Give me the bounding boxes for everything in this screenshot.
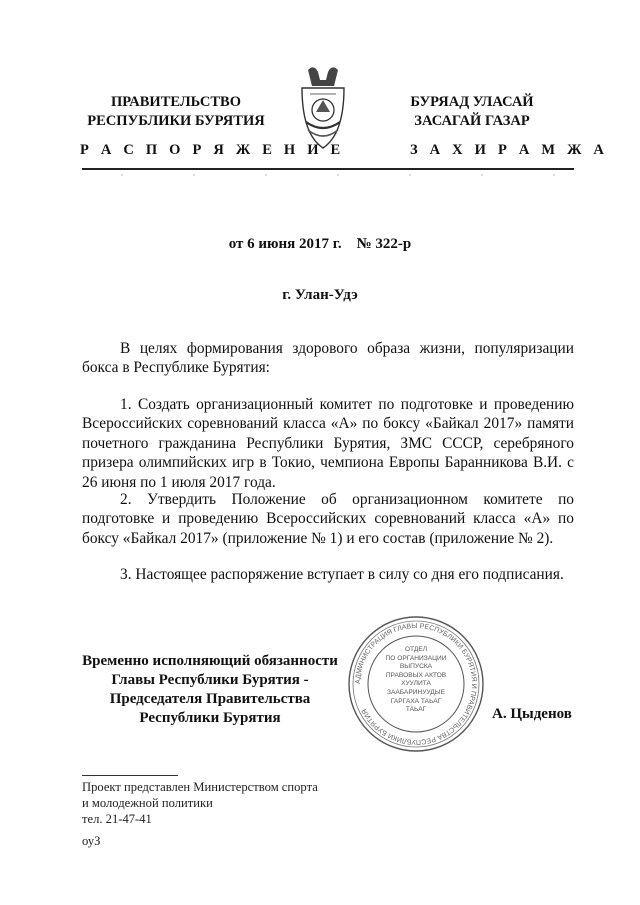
coat-of-arms-icon (296, 64, 350, 154)
item-1-paragraph: 1. Создать организационный комитет по подготовке и проведению Всероссийских соревнований класса «А» по боксу «Байкал 2017» памяти почетного гражданина Республики Бурятия, ЗМС СССР, серебряного призера олимпийских игр в Токио, чемпиона Европы Баранникова В.И. с 26 июня по 1 июля 2017 года. (82, 396, 574, 491)
footer-divider (82, 775, 178, 776)
footer-line2: и молодежной политики (82, 796, 213, 810)
stamp-line8: ТАЬАГ (405, 706, 427, 714)
stamp-line7: ГАРГАХА ТАЬАГ (390, 697, 442, 705)
signatory-line2: Главы Республики Бурятия - (111, 672, 309, 688)
stamp-line4: ПРАВОВЫХ АКТОВ (385, 671, 447, 679)
header-right-line1: БУРЯАД УЛАСАЙ (410, 94, 534, 110)
official-stamp (346, 614, 486, 754)
header-left-line1: ПРАВИТЕЛЬСТВО (111, 94, 241, 110)
item-3-paragraph: 3. Настоящее распоряжение вступает в силу со дня его подписания. (120, 566, 564, 583)
signatory-line1: Временно исполняющий обязанности (82, 653, 338, 669)
stamp-ring-text: АДМИНИСТРАЦИЯ ГЛАВЫ РЕСПУБЛИКИ БУРЯТИЯ И ПРАВИТЕЛЬСТВА РЕСПУБЛИКИ БУРЯТИЯ (354, 622, 478, 746)
signatory-title (74, 652, 346, 728)
item-2-paragraph: 2. Утвердить Положение об организационном комитете по подготовке и проведению Всероссийских соревнований класса «А» по боксу «Байкал 2017» (приложение № 1) и его состав (приложение № 2). (82, 491, 574, 547)
order-city: г. Улан-Удэ (282, 287, 358, 303)
header-right-doc-type: З А Х И Р А М Ж А (410, 142, 609, 158)
signatory-line4: Республики Бурятия (139, 710, 281, 726)
intro-paragraph: В целях формирования здорового образа жизни, популяризации бокса в Республике Бурятия: (82, 340, 574, 377)
header-divider (82, 168, 574, 170)
stamp-line1: ОТДЕЛ (404, 646, 428, 653)
header-left-org (78, 93, 274, 131)
footer-line3: тел. 21-47-41 (82, 812, 152, 826)
header-dotted-line (82, 172, 574, 178)
header-left-doc-type: Р А С П О Р Я Ж Е Н И Е (80, 142, 345, 158)
header-left-line2: РЕСПУБЛИКИ БУРЯТИЯ (87, 113, 265, 129)
signatory-line3: Председателя Правительства (109, 691, 311, 707)
header-right-org (384, 93, 560, 131)
footer-line4: оуЗ (82, 834, 101, 848)
stamp-line5: ХУУЛИТА (401, 680, 431, 688)
stamp-inner-text (366, 646, 466, 715)
footer-line1: Проект представлен Министерством спорта (82, 780, 318, 794)
stamp-line3: ВЫПУСКА (399, 663, 433, 671)
footer-note (82, 779, 318, 849)
header-right-line2: ЗАСАГАЙ ГАЗАР (414, 113, 530, 129)
signatory-name: А. Цыденов (492, 706, 572, 722)
stamp-line2: ПО ОРГАНИЗАЦИИ (385, 654, 447, 662)
stamp-line6: ЗААБАРИНУУДЫЕ (386, 688, 446, 696)
order-date-number: от 6 июня 2017 г. № 322-р (228, 236, 412, 252)
